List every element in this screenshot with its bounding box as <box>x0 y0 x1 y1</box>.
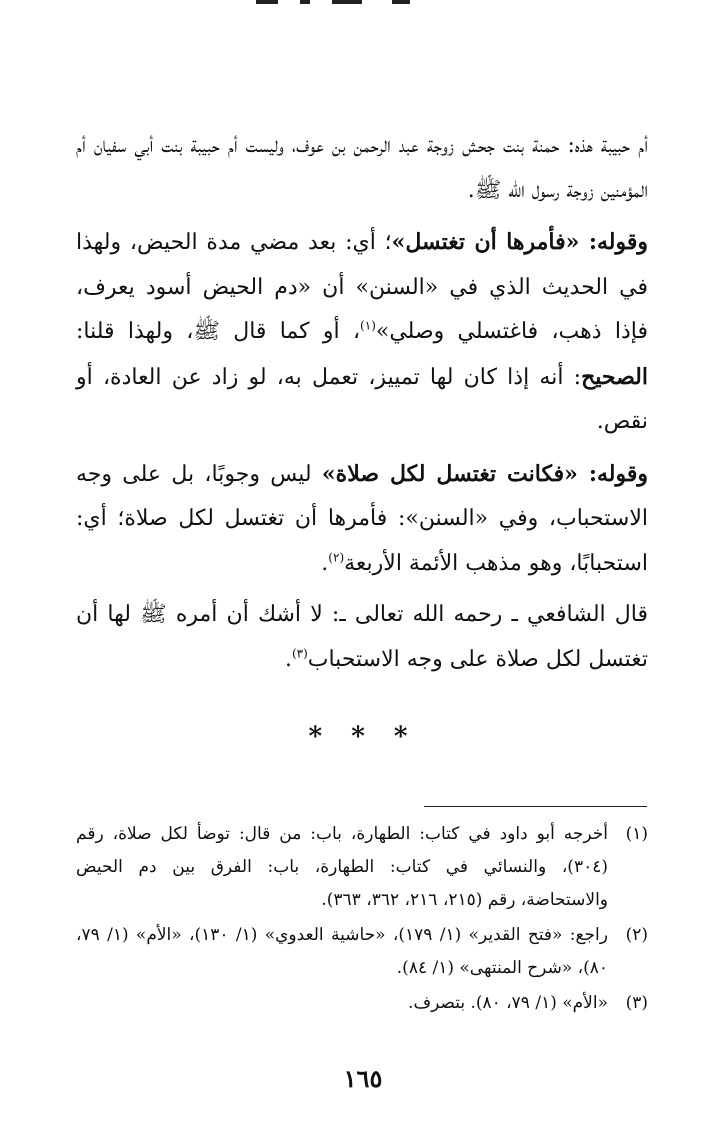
footnote-2 <box>76 919 648 985</box>
footnote-text: «الأم» (١/ ٧٩، ٨٠). بتصرف. <box>408 993 608 1013</box>
paragraph-3 <box>76 452 648 587</box>
paragraph-2 <box>76 220 648 445</box>
footnotes <box>76 818 648 1022</box>
paragraph-2-text-a: ؛ أي: بعد مضي مدة الحيض، ولهذا في الحديث الذي في «السنن» أن «دم الحيض أسود يعرف، فإذا ذهب، فاغتسلي وصلي» <box>76 230 648 344</box>
footnote-ref-1[interactable]: (١) <box>360 318 376 333</box>
term-sahih: الصحيح <box>581 363 648 390</box>
paragraph-1-text: أم حبيبة هذه: حمنة بنت جحش زوجة عبد الرحمن بن عوف، وليست أم حبيبة بنت أبي سفيان أم المؤمنين زوجة رسول الله ﷺ. <box>76 133 648 203</box>
paragraph-4-text-b: . <box>284 646 292 672</box>
footnote-text: راجع: «فتح القدير» (١/ ١٧٩)، «حاشية العدوي» (١/ ١٣٠)، «الأم» (١/ ٧٩، ٨٠)، «شرح المنتهى» (١/ ٨٤). <box>76 925 608 978</box>
cropped-header-remnant <box>210 0 410 8</box>
footnote-3 <box>76 987 648 1020</box>
paragraph-4-text-a: قال الشافعي ـ رحمه الله تعالى ـ: لا أشك أن أمره ﷺ لها أن تغتسل لكل صلاة على وجه الاستحباب <box>76 602 648 672</box>
paragraph-3-text-b: . <box>321 550 329 576</box>
paragraph-2-text-b: ، أو كما قال ﷺ، ولهذا قلنا: <box>76 319 361 344</box>
section-separator: * * * <box>308 722 418 752</box>
footnote-text: أخرجه أبو داود في كتاب: الطهارة، باب: من قال: توضأ لكل صلاة، رقم (٣٠٤)، والنسائي في كتاب: الطهارة، باب: الفرق بين دم الحيض والاستحاضة، رقم (٢١٥، ٢١٦، ٣٦٢، ٣٦٣). <box>76 824 608 910</box>
hadith-quote-1: «فأمرها أن تغتسل» <box>391 229 580 255</box>
main-text <box>76 124 648 689</box>
hadith-quote-2: «فكانت تغتسل لكل صلاة» <box>321 460 578 487</box>
paragraph-2-text-c: : أنه إذا كان لها تمييز، تعمل به، لو زاد عن العادة، أو نقص. <box>76 364 648 434</box>
paragraph-1 <box>76 124 648 213</box>
page-number: ١٦٥ <box>343 1064 383 1093</box>
footnote-ref-3[interactable]: (٣) <box>291 646 308 661</box>
footnote-divider <box>424 806 647 807</box>
paragraph-3-text-a: ليس وجوبًا، بل على وجه الاستحباب، وفي «السنن»: فأمرها أن تغتسل لكل صلاة؛ أي: استحبابًا، وهو مذهب الأئمة الأربعة <box>76 461 648 576</box>
paragraph-3-lead: وقوله: <box>577 460 648 487</box>
footnote-1 <box>76 818 648 917</box>
paragraph-2-lead: وقوله: <box>579 229 648 255</box>
footnote-number: (١) <box>625 824 648 844</box>
footnote-ref-2[interactable]: (٢) <box>328 550 345 565</box>
footnote-number: (٢) <box>625 925 648 945</box>
footnote-number: (٣) <box>625 993 648 1013</box>
paragraph-4 <box>76 593 648 682</box>
